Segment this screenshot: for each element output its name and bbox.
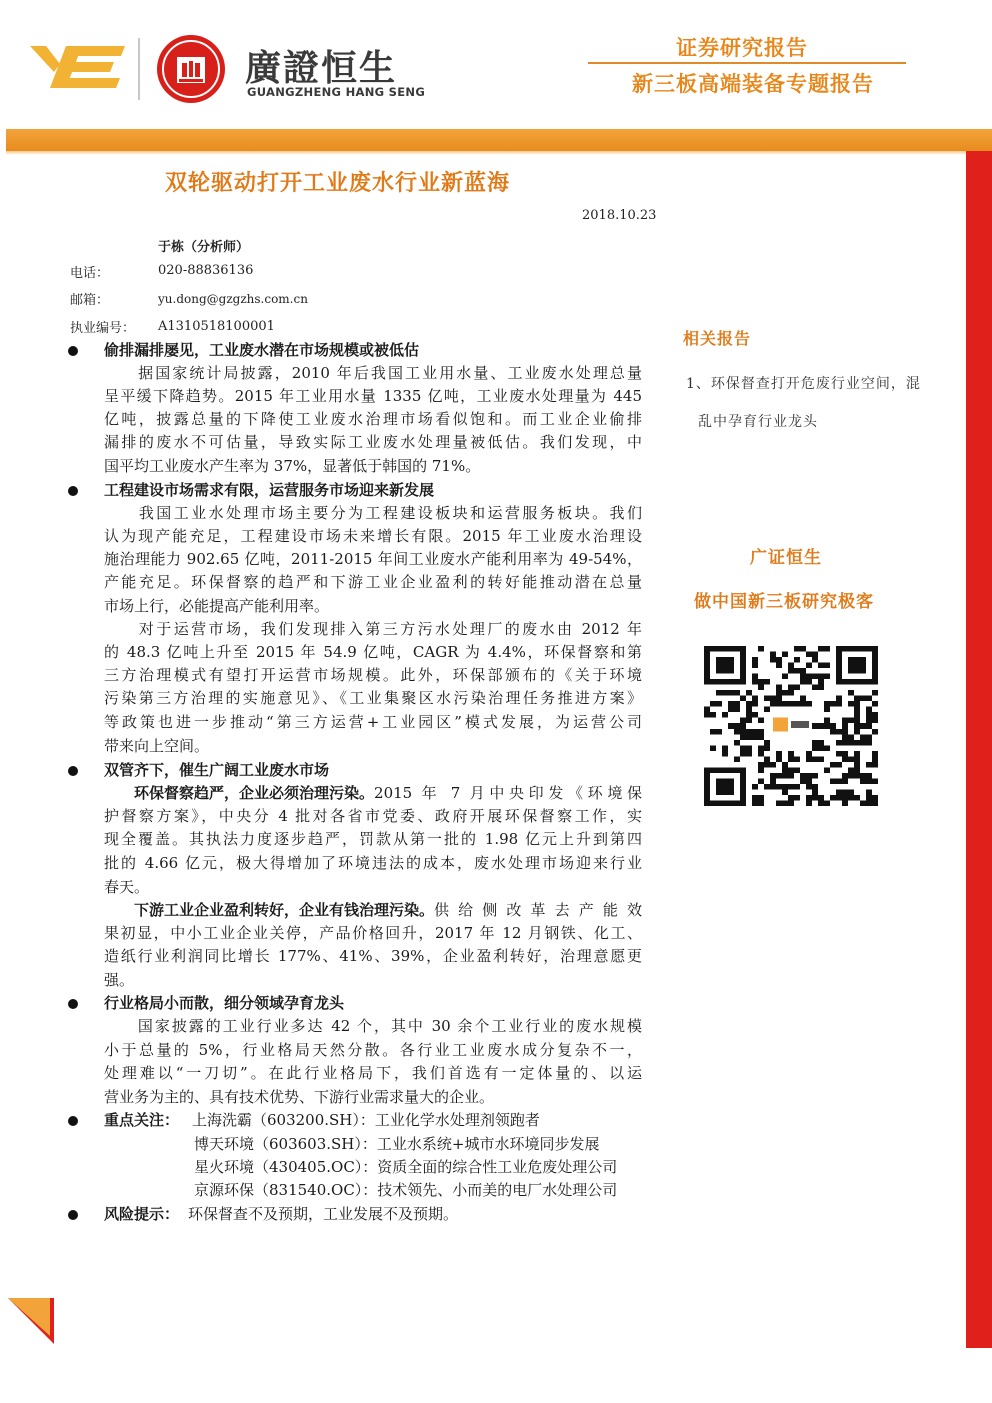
bullet-icon [68, 346, 78, 356]
brand-name-cn: 廣證恒生 [245, 48, 398, 89]
focus-item: 星火环境（430405.OC）：资质全面的综合性工业危废处理公司 [194, 1158, 618, 1176]
paragraph-line: 小于总量的 5%，行业格局天然分散。各行业工业废水成分复杂不一， [104, 1041, 642, 1059]
seal-logo-icon [155, 33, 227, 105]
paragraph-line: 批的 4.66 亿元，极大得增加了环境违法的成本，废水处理市场迎来行业 [104, 854, 642, 872]
license-value: A1310518100001 [158, 319, 275, 334]
paragraph-line: 春天。 [104, 878, 150, 896]
paragraph-line: 国平均工业废水产生率为 37%，显著低于韩国的 71%。 [104, 457, 481, 475]
paragraph-line: 漏排的废水不可估量，导致实际工业废水处理量被低估。我们发现，中 [104, 433, 642, 451]
paragraph-line: 呈平缓下降趋势。2015 年工业用水量 1335 亿吨，工业废水处理量为 445 [104, 387, 642, 405]
bold-lead: 下游工业企业盈利转好，企业有钱治理污染。 [134, 901, 435, 919]
header-band [6, 129, 992, 151]
analyst-name: 于栋（分析师） [158, 240, 250, 255]
risk-text: 环保督查不及预期，工业发展不及预期。 [188, 1205, 459, 1223]
ye-logo-icon [30, 42, 125, 92]
paragraph-line: 三方治理模式有望打开运营市场规模。此外，环保部颁布的《关于环境 [104, 666, 642, 684]
paragraph-line: 的 48.3 亿吨上升至 2015 年 54.9 亿吨，CAGR 为 4.4%，环保督察和第 [104, 643, 642, 661]
email-label: 邮箱： [70, 293, 110, 308]
brand-name-en: GUANGZHENG HANG SENG [247, 85, 426, 99]
paragraph-line: 现全覆盖。其执法力度逐步趋严，罚款从第一批的 1.98 亿元上升到第四 [104, 830, 642, 848]
focus-item: 上海洗霸（603200.SH）：工业化学水处理剂领跑者 [192, 1111, 540, 1129]
license-label: 执业编号： [70, 321, 136, 336]
report-type: 证券研究报告 [676, 36, 808, 60]
paragraph-line: 强。 [104, 971, 135, 989]
qr-code-icon [704, 646, 878, 806]
paragraph-line: 认为现产能充足，工程建设市场未来增长有限。2015 年工业废水治理设 [104, 527, 642, 545]
paragraph-line: 处理难以“一刀切”。在此行业格局下，我们首选有一定体量的、以运 [104, 1064, 642, 1082]
bullet-icon [68, 1210, 78, 1220]
paragraph-line: 产能充足。环保督察的趋严和下游工业企业盈利的转好能推动潜在总量 [104, 573, 642, 591]
risk-label: 风险提示： [104, 1205, 180, 1223]
bold-lead: 环保督察趋严，企业必须治理污染。 [134, 784, 375, 802]
related-report-link[interactable]: 乱中孕育行业龙头 [698, 414, 818, 430]
side-band [966, 151, 992, 1348]
related-reports-title: 相关报告 [683, 329, 752, 348]
paragraph-line: 亿吨，披露总量的下降使工业废水治理市场看似饱和。而工业企业偷排 [104, 410, 642, 428]
focus-item: 京源环保（831540.OC）：技术领先、小而美的电厂水处理公司 [194, 1181, 618, 1199]
section-heading: 双管齐下，催生广阔工业废水市场 [104, 761, 330, 779]
related-report-link[interactable]: 1、环保督查打开危废行业空间，混 [686, 376, 921, 392]
paragraph-line: 果初显，中小工业企业关停，产品价格回升，2017 年 12 月钢铁、化工、 [104, 924, 642, 942]
paragraph-line [104, 899, 642, 922]
paragraph-line: 营业务为主的、具有技术优势、下游行业需求量大的企业。 [104, 1088, 495, 1106]
report-series: 新三板高端装备专题报告 [632, 72, 874, 96]
paragraph-line: 据国家统计局披露，2010 年后我国工业用水量、工业废水处理总量 [104, 364, 642, 382]
paragraph-line: 护督察方案》，中央分 4 批对各省市党委、政府开展环保督察工作，实 [104, 807, 642, 825]
section-heading: 工程建设市场需求有限，运营服务市场迎来新发展 [104, 481, 435, 499]
bullet-icon [68, 1116, 78, 1126]
paragraph-line: 国家披露的工业行业多达 42 个，其中 30 余个工业行业的废水规模 [104, 1017, 642, 1035]
paragraph-line: 污染第三方治理的实施意见》、《工业集聚区水污染治理任务推进方案》 [104, 689, 642, 707]
corner-triangle-icon [8, 1298, 54, 1344]
paragraph-line: 带来向上空间。 [104, 737, 210, 755]
section-heading: 偷排漏排屡见，工业废水潜在市场规模或被低估 [104, 341, 420, 359]
bullet-icon [68, 486, 78, 496]
focus-label: 重点关注： [104, 1111, 180, 1129]
focus-item: 博天环境（603603.SH）：工业水系统+城市水环境同步发展 [194, 1135, 600, 1153]
paragraph-line: 等政策也进一步推动“第三方运营+工业园区”模式发展，为运营公司 [104, 713, 642, 731]
sidebar-brand: 广证恒生 [750, 548, 822, 568]
header-band-shadow [6, 151, 972, 155]
logo-divider [138, 38, 140, 100]
header-rule [588, 62, 906, 64]
lead-continuation: 供给侧改革去产能效 [434, 901, 642, 919]
lead-continuation: 2015 年 7 月中央印发《环境保 [374, 784, 642, 802]
phone-value: 020-88836136 [158, 263, 254, 278]
bullet-icon [68, 999, 78, 1009]
page-title: 双轮驱动打开工业废水行业新蓝海 [165, 170, 511, 196]
paragraph-line [104, 782, 642, 805]
paragraph-line: 对于运营市场，我们发现排入第三方污水处理厂的废水由 2012 年 [104, 620, 642, 638]
report-date: 2018.10.23 [582, 208, 657, 223]
section-heading: 行业格局小而散，细分领域孕育龙头 [104, 994, 345, 1012]
bullet-icon [68, 766, 78, 776]
paragraph-line: 造纸行业利润同比增长 177%、41%、39%，企业盈利转好，治理意愿更 [104, 947, 642, 965]
phone-label: 电话： [70, 266, 110, 281]
email-value: yu.dong@gzgzhs.com.cn [158, 292, 308, 306]
paragraph-line: 市场上行，必能提高产能利用率。 [104, 597, 330, 615]
paragraph-line: 施治理能力 902.65 亿吨，2011-2015 年间工业废水产能利用率为 49-54%， [104, 550, 642, 568]
sidebar-slogan: 做中国新三板研究极客 [694, 592, 874, 612]
paragraph-line: 我国工业水处理市场主要分为工程建设板块和运营服务板块。我们 [104, 504, 642, 522]
